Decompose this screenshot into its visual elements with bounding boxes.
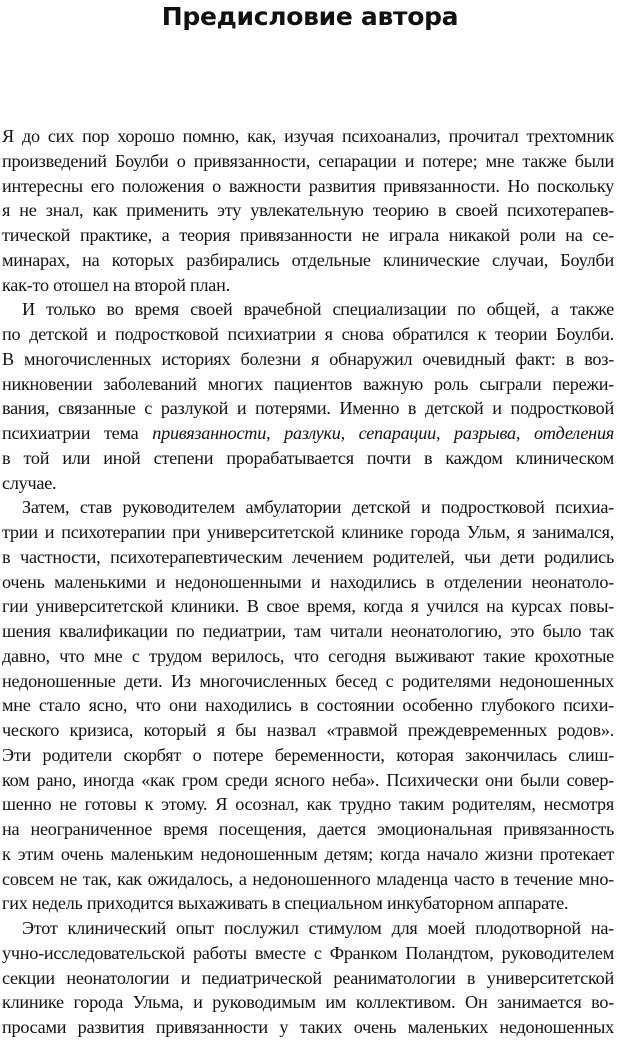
text-line: шения квалификации по педиатрии, там читали неонатологию, это было так [2, 621, 614, 641]
text-line: минарах, на которых разбирались отдельные клинические случаи, Боулби [2, 249, 614, 270]
text-line: В многочисленных историях болезни я обнаружил очевидный факт: в воз- [2, 348, 614, 369]
text-line: совсем не так, как ожидалось, а недоношенного младенца часто в течение мно- [2, 868, 614, 889]
body-text [2, 124, 614, 1040]
text-line: гии университетской клиники. В свое время, когда я учился на курсах повы- [2, 596, 614, 617]
text-line: никновении заболеваний многих пациентов важную роль сыграли пережи- [2, 373, 614, 394]
text-line: Затем, став руководителем амбулатории детской и подростковой психиа- [22, 497, 614, 518]
text-line: я не знал, как применить эту увлекательную теорию в своей психотерапев- [2, 200, 614, 221]
text-segment: психиатрии тема [2, 423, 153, 443]
text-line: ческого кризиса, который я бы назвал «травмой преждевременных родов». [2, 720, 614, 740]
text-line: недоношенные дети. Из многочисленных бесед с родителями недоношенных [2, 670, 614, 691]
text-line: Этот клинический опыт послужил стимулом для моей плодотворной на- [22, 918, 614, 938]
text-line: секции неонатологии и педиатрической реаниматологии в университетской [2, 967, 614, 988]
text-line: гих недель приходится выхаживать в специальном инкубаторном аппарате. [2, 893, 569, 914]
text-line: клинике города Ульма, и руководимым им коллективом. Он занимается во- [2, 992, 614, 1013]
text-line: в той или иной степени прорабатывается почти в каждом клиническом [2, 447, 614, 468]
text-line: шенно не готовы к этому. Я осознал, как трудно таким родителям, несмотря [2, 794, 614, 815]
text-line: Эти родители скорбят о потере беременности, которая закончилась слиш- [2, 744, 614, 765]
text-line: просами развития привязанности у таких очень маленьких недоношенных [2, 1017, 614, 1037]
page-title: Предисловие автора [161, 2, 459, 31]
text-line: как-то отошел на второй план. [2, 274, 230, 295]
text-line: тической практике, а теория привязанности не играла никакой роли на се- [2, 225, 614, 245]
italic-terms: привязанности, разлуки, сепарации, разрыва, отделения [152, 423, 614, 443]
text-line: случае. [2, 472, 57, 493]
text-line: И только во время своей врачебной специализации по общей, а также [22, 299, 614, 320]
text-line: учно-исследовательской работы вместе с Франком Поландтом, руководителем [2, 942, 614, 963]
text-line: ком рано, иногда «как гром среди ясного неба». Психически они были совер- [2, 769, 614, 790]
text-line: интересны его положения о важности развития привязанности. Но поскольку [2, 175, 614, 196]
text-line: по детской и подростковой психиатрии я снова обратился к теории Боулби. [2, 324, 614, 344]
text-line: трии и психотерапии при университетской клинике города Ульм, я занимался, [2, 522, 614, 542]
text-line: вания, связанные с разлукой и потерями. Именно в детской и подростковой [2, 398, 614, 419]
text-line: к этим очень маленьким недоношенным детям; когда начало жизни протекает [2, 843, 614, 864]
text-line: в частности, психотерапевтическим лечением родителей, чьи дети родились [2, 546, 614, 567]
text-line [2, 421, 614, 446]
text-line: мне стало ясно, что они находились в состоянии особенно глубокого психи- [2, 695, 614, 716]
text-line: на неограниченное время посещения, дается эмоциональная привязанность [2, 819, 614, 839]
text-line: давно, что мне с трудом верилось, что сегодня выживают такие крохотные [2, 645, 614, 666]
text-line: Я до сих пор хорошо помню, как, изучая психоанализ, прочитал трехтомник [2, 126, 614, 146]
text-line: произведений Боулби о привязанности, сепарации и потере; мне также были [2, 150, 614, 171]
text-line: очень маленькими и недоношенными и находились в отделении неонатоло- [2, 571, 614, 592]
